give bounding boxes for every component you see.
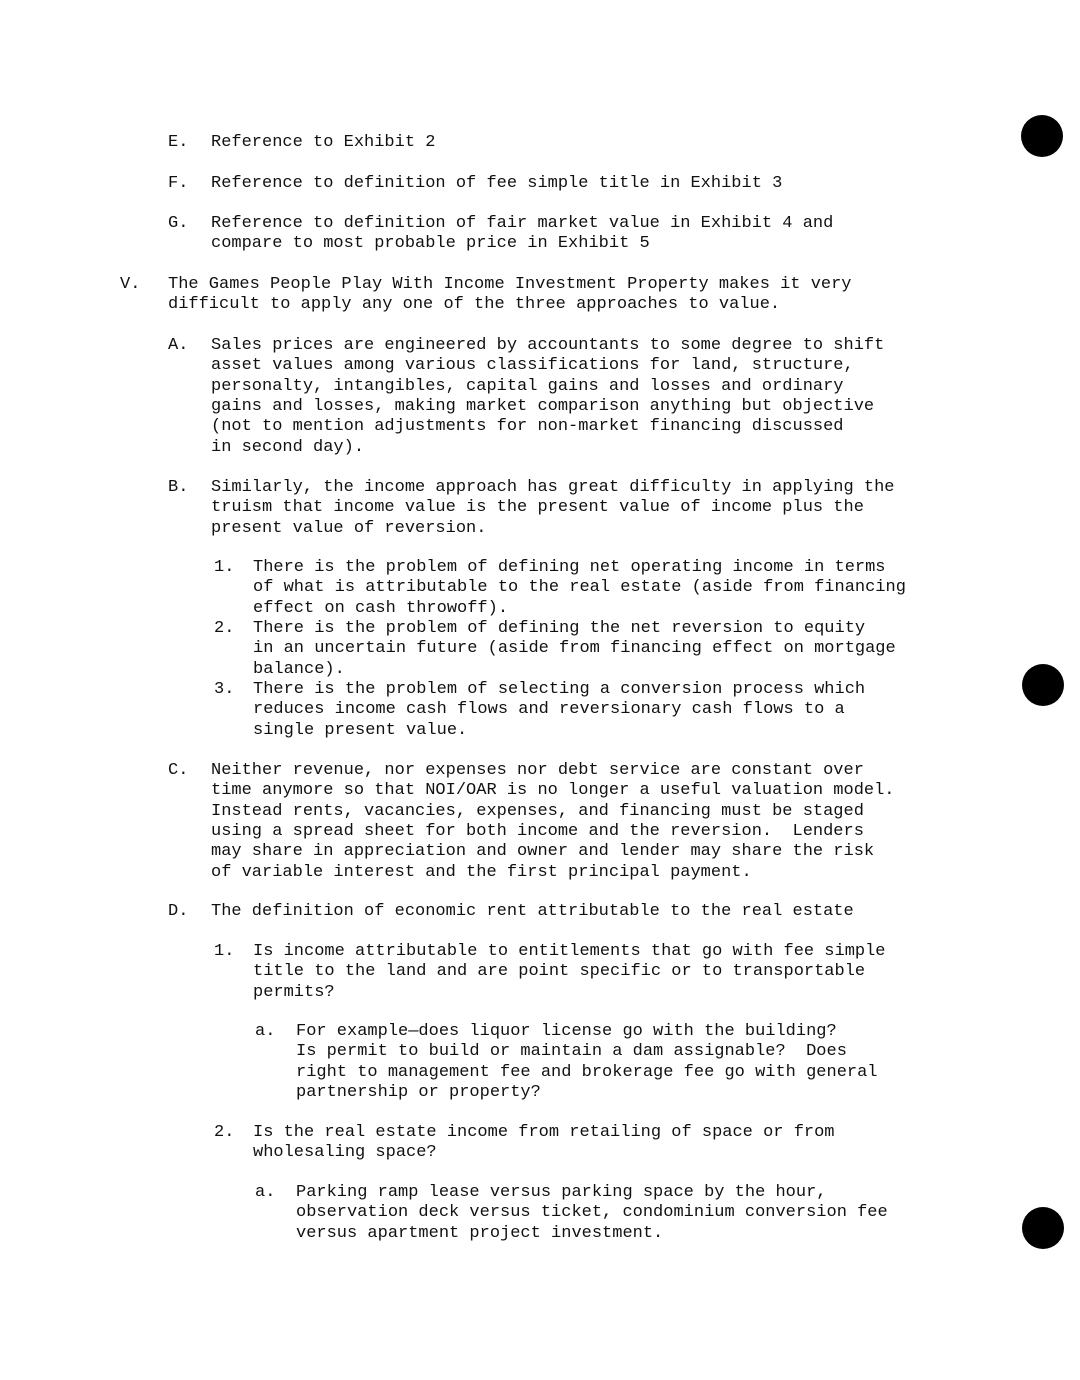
subitem-label: 2.	[214, 619, 235, 638]
item-line: Parking ramp lease versus parking space by the hour,	[296, 1183, 827, 1202]
item-line: partnership or property?	[296, 1082, 541, 1102]
subitem-label: 3.	[214, 680, 235, 699]
item-line: present value of reversion.	[211, 518, 487, 538]
item-line: time anymore so that NOI/OAR is no longer a useful valuation model.	[211, 781, 895, 801]
item-line: observation deck versus ticket, condominium conversion fee	[296, 1203, 888, 1223]
item-line: There is the problem of selecting a conversion process which	[253, 680, 866, 699]
item-line: in an uncertain future (aside from financing effect on mortgage	[253, 639, 896, 659]
item-line: using a spread sheet for both income and the reversion. Lenders	[211, 821, 864, 841]
item-line: There is the problem of defining the net reversion to equity	[253, 619, 866, 638]
item-line: single present value.	[253, 720, 468, 740]
item-line: title to the land and are point specific or to transportable	[253, 962, 866, 982]
subsubitem-label: a.	[255, 1022, 276, 1041]
item-line: compare to most probable price in Exhibit 5	[211, 234, 650, 254]
subitem-label: 1.	[214, 558, 235, 577]
item-line: There is the problem of defining net operating income in terms	[253, 558, 886, 577]
item-line: Instead rents, vacancies, expenses, and financing must be staged	[211, 801, 864, 821]
item-label: A.	[168, 336, 189, 355]
item-line: The definition of economic rent attributable to the real estate	[211, 902, 854, 921]
item-line: permits?	[253, 982, 335, 1002]
item-line: wholesaling space?	[253, 1143, 437, 1163]
subsubitem-label: a.	[255, 1183, 276, 1202]
item-line: of variable interest and the first principal payment.	[211, 862, 752, 882]
punch-hole-bottom	[1022, 1207, 1064, 1249]
item-line: For example—does liquor license go with the building?	[296, 1022, 837, 1041]
item-label: E.	[168, 133, 189, 152]
item-line: Sales prices are engineered by accountants to some degree to shift	[211, 336, 885, 355]
item-line: Is the real estate income from retailing of space or from	[253, 1123, 835, 1142]
item-line: reduces income cash flows and reversionary cash flows to a	[253, 700, 845, 720]
item-line: right to management fee and brokerage fee go with general	[296, 1062, 878, 1082]
item-line: Reference to definition of fee simple title in Exhibit 3	[211, 174, 783, 193]
item-line: balance).	[253, 659, 345, 679]
subitem-label: 2.	[214, 1123, 235, 1142]
item-line: Is income attributable to entitlements that go with fee simple	[253, 942, 886, 961]
item-line: effect on cash throwoff).	[253, 598, 509, 618]
item-line: of what is attributable to the real estate (aside from financing	[253, 578, 906, 598]
item-line: may share in appreciation and owner and lender may share the risk	[211, 842, 875, 862]
item-label: G.	[168, 214, 189, 233]
item-label: C.	[168, 761, 189, 780]
item-line: gains and losses, making market comparison anything but objective	[211, 396, 875, 416]
subitem-label: 1.	[214, 942, 235, 961]
item-label: B.	[168, 478, 189, 497]
item-label: D.	[168, 902, 189, 921]
item-label: F.	[168, 174, 189, 193]
item-line: difficult to apply any one of the three approaches to value.	[168, 295, 781, 315]
section-label: V.	[120, 275, 141, 294]
item-line: asset values among various classifications for land, structure,	[211, 356, 854, 376]
item-line: The Games People Play With Income Investment Property makes it very	[168, 275, 852, 294]
item-line: Similarly, the income approach has great difficulty in applying the	[211, 478, 895, 497]
item-line: Reference to Exhibit 2	[211, 133, 436, 152]
item-line: personalty, intangibles, capital gains and losses and ordinary	[211, 376, 844, 396]
item-line: Is permit to build or maintain a dam assignable? Does	[296, 1042, 847, 1062]
punch-hole-middle	[1022, 664, 1064, 706]
punch-hole-top	[1021, 115, 1063, 157]
item-line: versus apartment project investment.	[296, 1223, 664, 1243]
item-line: (not to mention adjustments for non-market financing discussed	[211, 417, 844, 437]
item-line: in second day).	[211, 437, 365, 457]
item-line: truism that income value is the present value of income plus the	[211, 498, 864, 518]
item-line: Neither revenue, nor expenses nor debt service are constant over	[211, 761, 864, 780]
item-line: Reference to definition of fair market value in Exhibit 4 and	[211, 214, 834, 233]
